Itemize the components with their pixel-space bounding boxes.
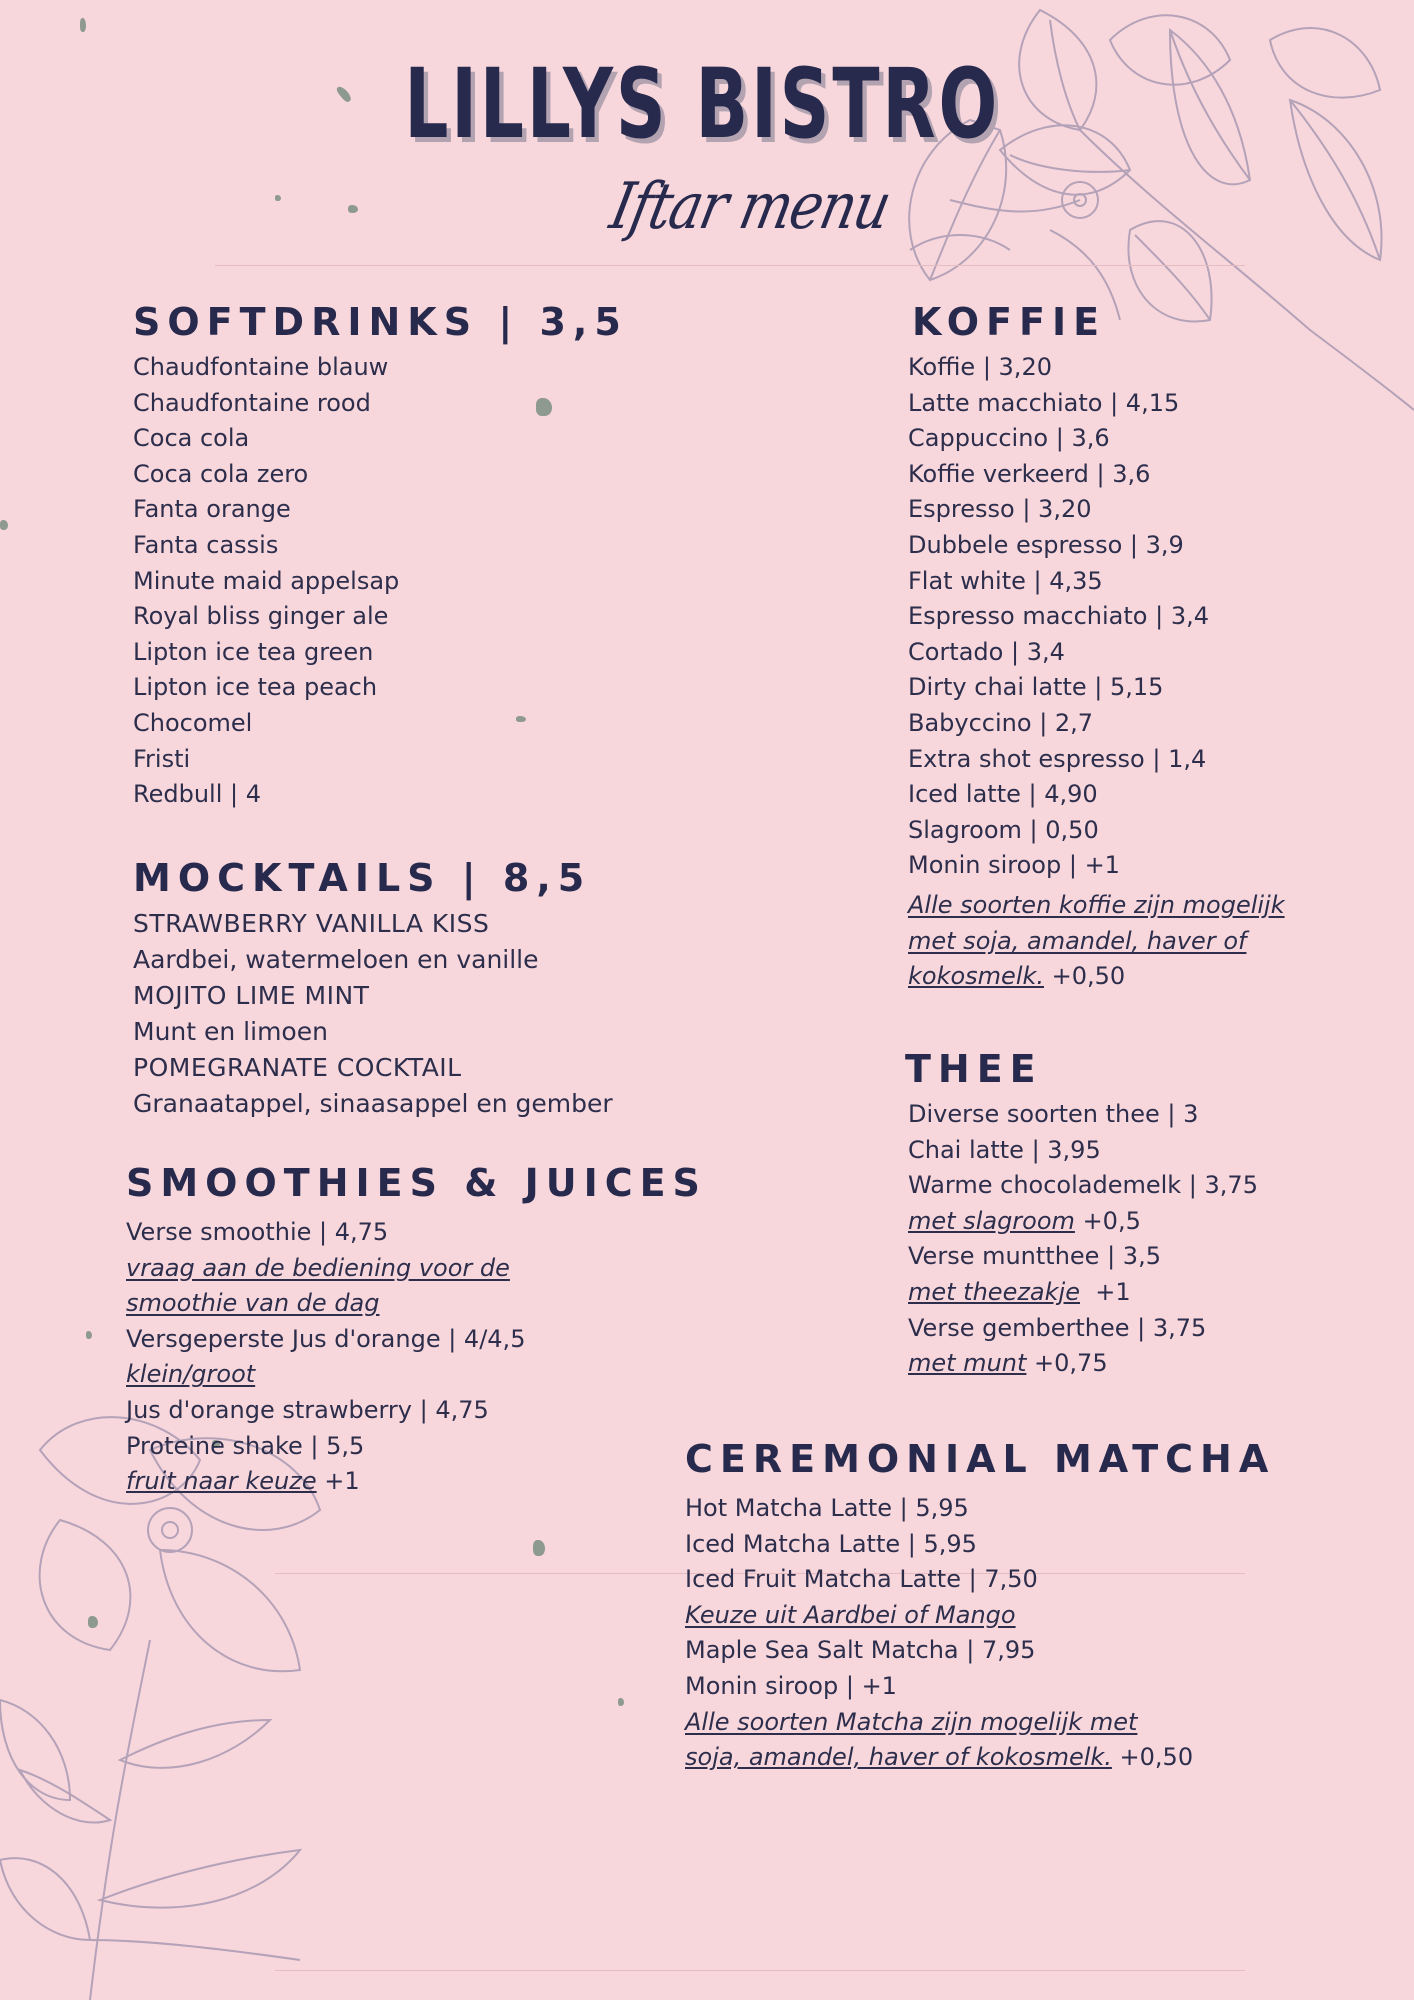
extra-price: +0,50 bbox=[1051, 962, 1126, 991]
list-note: soja, amandel, haver of kokosmelk. bbox=[685, 1743, 1112, 1772]
list-item: Lipton ice tea peach bbox=[133, 673, 378, 702]
list-item: Latte macchiato | 4,15 bbox=[908, 388, 1180, 417]
list-item: Munt en limoen bbox=[133, 1017, 328, 1046]
list-item: Slagroom | 0,50 bbox=[908, 815, 1099, 844]
list-note: met slagroom bbox=[908, 1206, 1075, 1235]
list-item: Proteine shake | 5,5 bbox=[126, 1431, 365, 1460]
section-thee bbox=[905, 1047, 1258, 1382]
mocktails-list bbox=[133, 906, 613, 1122]
koffie-list bbox=[908, 350, 1285, 995]
divider-bottom bbox=[275, 1970, 1245, 1971]
list-item: Fanta orange bbox=[133, 495, 291, 524]
list-item: Aardbei, watermeloen en vanille bbox=[133, 945, 539, 974]
speck-decoration bbox=[533, 1540, 545, 1556]
list-item: Monin siroop | +1 bbox=[685, 1671, 897, 1700]
section-title-smoothies: SMOOTHIES & JUICES bbox=[126, 1161, 707, 1205]
extra-price: +1 bbox=[1095, 1277, 1131, 1306]
list-item bbox=[908, 959, 1285, 995]
list-item: Fristi bbox=[133, 744, 191, 773]
list-item: Espresso macchiato | 3,4 bbox=[908, 602, 1209, 631]
section-koffie bbox=[908, 300, 1285, 995]
list-item: Chocomel bbox=[133, 708, 253, 737]
list-item: Dubbele espresso | 3,9 bbox=[908, 530, 1184, 559]
page-title: LILLYS BISTRO bbox=[404, 48, 1001, 160]
list-item bbox=[685, 1740, 1275, 1776]
divider-top bbox=[215, 265, 1245, 266]
list-item bbox=[908, 1204, 1258, 1240]
list-item: Verse gemberthee | 3,75 bbox=[908, 1313, 1207, 1342]
speck-decoration bbox=[88, 1616, 98, 1628]
section-title-matcha: CEREMONIAL MATCHA bbox=[685, 1437, 1276, 1481]
list-item bbox=[908, 1346, 1258, 1382]
list-item: Cortado | 3,4 bbox=[908, 637, 1065, 666]
list-item: Chai latte | 3,95 bbox=[908, 1135, 1101, 1164]
list-item: Minute maid appelsap bbox=[133, 566, 400, 595]
smoothies-list bbox=[126, 1215, 707, 1500]
list-item: Extra shot espresso | 1,4 bbox=[908, 744, 1207, 773]
section-mocktails bbox=[133, 856, 613, 1122]
list-note: Keuze uit Aardbei of Mango bbox=[685, 1600, 1016, 1629]
thee-list bbox=[908, 1097, 1258, 1382]
list-note: smoothie van de dag bbox=[126, 1289, 380, 1318]
extra-price: +1 bbox=[324, 1467, 360, 1496]
list-item: Cappuccino | 3,6 bbox=[908, 424, 1110, 453]
list-item: Lipton ice tea green bbox=[133, 637, 374, 666]
list-note: met soja, amandel, haver of bbox=[908, 926, 1247, 955]
list-item: Iced latte | 4,90 bbox=[908, 780, 1098, 809]
list-item bbox=[908, 1275, 1258, 1311]
section-title-thee: THEE bbox=[905, 1047, 1043, 1091]
list-item: Hot Matcha Latte | 5,95 bbox=[685, 1494, 969, 1522]
list-note: klein/groot bbox=[126, 1360, 256, 1389]
extra-price: +0,75 bbox=[1034, 1349, 1108, 1378]
section-title-softdrinks: SOFTDRINKS | 3,5 bbox=[133, 300, 628, 344]
list-note: met munt bbox=[908, 1349, 1027, 1378]
matcha-list bbox=[685, 1491, 1275, 1776]
section-smoothies bbox=[126, 1161, 707, 1500]
list-item: Maple Sea Salt Matcha | 7,95 bbox=[685, 1636, 1036, 1665]
list-item: Chaudfontaine rood bbox=[133, 388, 371, 417]
list-item: Koffie verkeerd | 3,6 bbox=[908, 459, 1151, 488]
list-item: Iced Fruit Matcha Latte | 7,50 bbox=[685, 1565, 1038, 1594]
page-subtitle: Iftar menu bbox=[604, 170, 896, 244]
extra-price: +0,5 bbox=[1082, 1206, 1141, 1235]
list-item: Verse muntthee | 3,5 bbox=[908, 1242, 1161, 1271]
list-item bbox=[126, 1464, 707, 1500]
list-note: Alle soorten Matcha zijn mogelijk met bbox=[685, 1707, 1138, 1736]
list-item: Dirty chai latte | 5,15 bbox=[908, 673, 1164, 702]
speck-decoration bbox=[86, 1331, 92, 1339]
speck-decoration bbox=[348, 205, 358, 213]
section-title-koffie: KOFFIE bbox=[912, 300, 1107, 344]
list-note: kokosmelk. bbox=[908, 962, 1045, 991]
list-note: met theezakje bbox=[908, 1277, 1080, 1306]
speck-decoration bbox=[80, 18, 86, 32]
list-item: Koffie | 3,20 bbox=[908, 353, 1052, 381]
list-item: Iced Matcha Latte | 5,95 bbox=[685, 1529, 977, 1558]
list-item: Warme chocolademelk | 3,75 bbox=[908, 1171, 1258, 1200]
list-item: Granaatappel, sinaasappel en gember bbox=[133, 1089, 613, 1118]
list-item: Coca cola bbox=[133, 424, 250, 453]
list-item: Jus d'orange strawberry | 4,75 bbox=[126, 1395, 489, 1424]
list-note: fruit naar keuze bbox=[126, 1467, 317, 1496]
list-item: Diverse soorten thee | 3 bbox=[908, 1100, 1199, 1128]
list-item: Fanta cassis bbox=[133, 530, 279, 559]
list-item: Verse smoothie | 4,75 bbox=[126, 1218, 389, 1246]
list-item: POMEGRANATE COCKTAIL bbox=[133, 1053, 462, 1082]
list-item: Coca cola zero bbox=[133, 459, 309, 488]
softdrinks-list bbox=[133, 350, 628, 813]
section-title-mocktails: MOCKTAILS | 8,5 bbox=[133, 856, 592, 900]
list-item: Redbull | 4 bbox=[133, 780, 261, 809]
speck-decoration bbox=[618, 1698, 624, 1706]
list-item: Royal bliss ginger ale bbox=[133, 602, 389, 631]
list-item: MOJITO LIME MINT bbox=[133, 981, 370, 1010]
list-item: STRAWBERRY VANILLA KISS bbox=[133, 909, 490, 938]
list-note: vraag aan de bediening voor de bbox=[126, 1253, 510, 1282]
section-matcha bbox=[685, 1437, 1275, 1776]
list-item: Chaudfontaine blauw bbox=[133, 353, 389, 381]
section-softdrinks bbox=[133, 300, 628, 813]
list-item: Versgeperste Jus d'orange | 4/4,5 bbox=[126, 1324, 526, 1353]
speck-decoration bbox=[0, 520, 8, 530]
list-item: Espresso | 3,20 bbox=[908, 495, 1092, 524]
list-item: Flat white | 4,35 bbox=[908, 566, 1103, 595]
speck-decoration bbox=[275, 195, 281, 201]
list-item: Babyccino | 2,7 bbox=[908, 708, 1094, 737]
list-note: Alle soorten koffie zijn mogelijk bbox=[908, 890, 1285, 919]
extra-price: +0,50 bbox=[1119, 1743, 1194, 1772]
list-item: Monin siroop | +1 bbox=[908, 851, 1120, 880]
